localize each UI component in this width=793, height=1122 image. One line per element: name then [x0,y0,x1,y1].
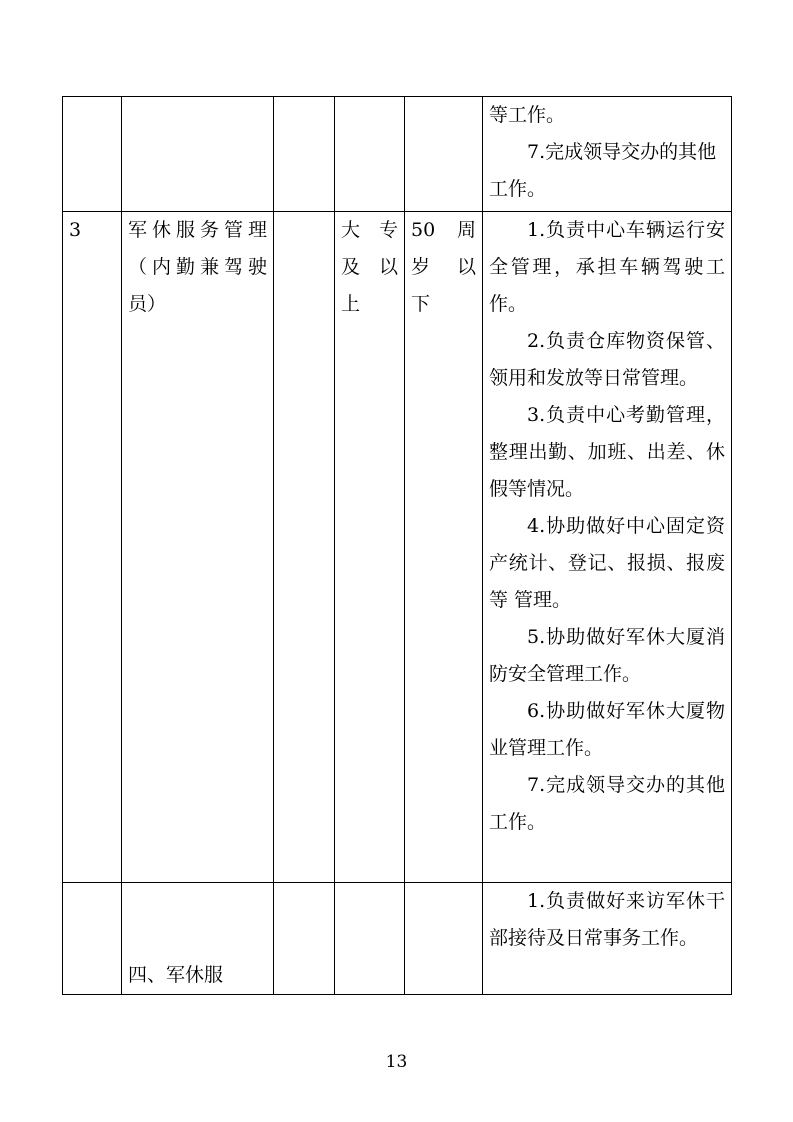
education-cell [335,97,405,212]
education-requirement: 大 专 及 以 上 [341,219,398,315]
education-cell [335,883,405,995]
row-number-cell [63,97,122,212]
table-row [63,883,732,995]
job-table [62,96,732,995]
position-name-cell: 四、军休服 [122,883,274,995]
age-requirement: 50 周 岁 以 下 [411,219,476,315]
table-row [63,212,732,883]
empty-cell [274,97,335,212]
education-cell [335,212,405,883]
duty-item: 7.完成领导交办的其他工作。 [489,141,717,200]
age-cell [405,212,483,883]
position-name-cell [122,97,274,212]
duty-item: 5.协助做好军休大厦消防安全管理工作。 [489,626,725,685]
duty-item: 7.完成领导交办的其他工作。 [489,774,725,833]
age-cell [405,97,483,212]
duties-cell [483,97,732,212]
table-row [63,97,732,212]
duties-cell [483,212,732,883]
duty-item: 1.负责做好来访军休干部接待及日常事务工作。 [489,890,725,949]
position-name: 军休服务管理（内勤兼驾驶员） [128,219,267,315]
duty-line: 等工作。 [489,104,566,126]
page-number: 13 [385,1052,408,1072]
duty-item: 3.负责中心考勤管理，整理出勤、加班、出差、休假等情况。 [489,404,725,500]
row-number-cell [63,883,122,995]
row-number-cell: 3 [63,212,122,883]
empty-cell [274,883,335,995]
position-name-cell [122,212,274,883]
empty-cell [274,212,335,883]
duty-item: 2.负责仓库物资保管、领用和发放等日常管理。 [489,330,725,389]
duty-item: 4.协助做好中心固定资产统计、登记、报损、报废等 管理。 [489,515,725,611]
age-cell [405,883,483,995]
duty-item: 1.负责中心车辆运行安全管理，承担车辆驾驶工作。 [489,219,725,315]
duty-item: 6.协助做好军休大厦物业管理工作。 [489,700,725,759]
duties-cell [483,883,732,995]
